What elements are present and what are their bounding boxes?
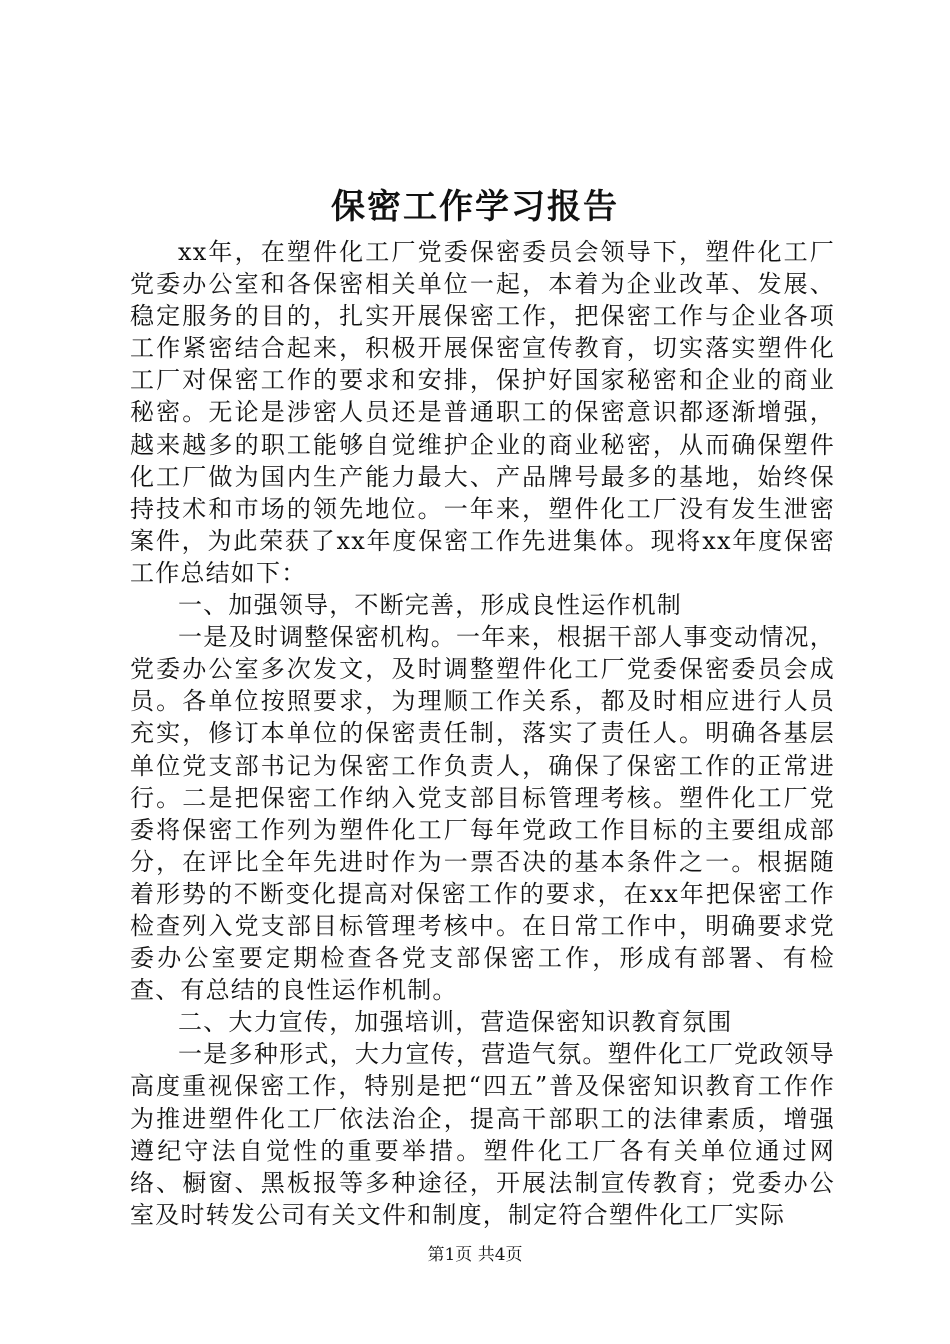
paragraph: 一是及时调整保密机构。一年来，根据干部人事变动情况，党委办公室多次发文，及时调整塑件化工厂党委保密委员会成员。各单位按照要求，为理顺工作关系，都及时相应进行人员充实，修订本单位的保密责任制，落实了责任人。明确各基层单位党支部书记为保密工作负责人，确保了保密工作的正常进行。二是把保密工作纳入党支部目标管理考核。塑件化工厂党委将保密工作列为塑件化工厂每年党政工作目标的主要组成部分，在评比全年先进时作为一票否决的基本条件之一。根据随着形势的不断变化提高对保密工作的要求，在xx年把保密工作检查列入党支部目标管理考核中。在日常工作中，明确要求党委办公室要定期检查各党支部保密工作，形成有部署、有检查、有总结的良性运作机制。 bbox=[130, 623, 835, 1005]
section-heading: 一、加强领导，不断完善，形成良性运作机制 bbox=[178, 591, 682, 620]
paragraph: xx年，在塑件化工厂党委保密委员会领导下，塑件化工厂党委办公室和各保密相关单位一起，本着为企业改革、发展、稳定服务的目的，扎实开展保密工作，把保密工作与企业各项工作紧密结合起来，积极开展保密宣传教育，切实落实塑件化工厂对保密工作的要求和安排，保护好国家秘密和企业的商业秘密。无论是涉密人员还是普通职工的保密意识都逐渐增强，越来越多的职工能够自觉维护企业的商业秘密，从而确保塑件化工厂做为国内生产能力最大、产品牌号最多的基地，始终保持技术和市场的领先地位。一年来，塑件化工厂没有发生泄密案件，为此荣获了xx年度保密工作先进集体。现将xx年度保密工作总结如下： bbox=[130, 238, 835, 587]
section-heading: 二、大力宣传，加强培训，营造保密知识教育氛围 bbox=[178, 1008, 733, 1037]
paragraph: 一是多种形式，大力宣传，营造气氛。塑件化工厂党政领导高度重视保密工作，特别是把“四五”普及保密知识教育工作作为推进塑件化工厂依法治企，提高干部职工的法律素质，增强遵纪守法自觉性的重要举措。塑件化工厂各有关单位通过网络、橱窗、黑板报等多种途径，开展法制宣传教育；党委办公室及时转发公司有关文件和制度，制定符合塑件化工厂实际 bbox=[130, 1040, 835, 1229]
document-body bbox=[130, 236, 835, 1231]
page-number-footer: 第1页 共4页 bbox=[427, 1245, 523, 1265]
document-title: 保密工作学习报告 bbox=[331, 187, 619, 227]
